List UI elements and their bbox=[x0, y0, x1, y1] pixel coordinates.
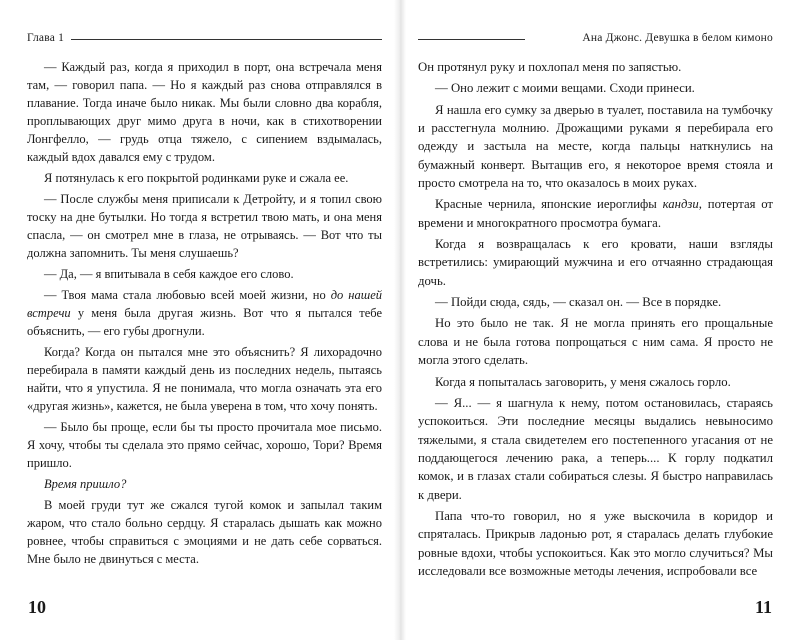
emphasis: кандзи bbox=[662, 197, 699, 212]
paragraph: — Каждый раз, когда я приходил в порт, она встречала меня там, — говорил папа. — Но я каждый раз снова отправлялся в плавание. Тогда иначе было никак. Мы были словно два корабля, проплывающих друг мимо друга в ночи, как в стихотворении Лонгфелло, — грудь отца тяжело, с сипением вздымалась, каждый вдох давался ему с трудом. bbox=[27, 60, 382, 164]
paragraph: Но это было не так. Я не могла принять его прощальные слова и не была готова попрощаться с ним сама. Я просто не могла этого сделать. bbox=[418, 316, 773, 368]
paragraph: — После службы меня приписали к Детройту, и я топил свою тоску на дне бутылки. Но тогда я встретил твою мать, и она меня спасла, — он смотрел мне в глаза, не отрываясь. — Вот что ты должна запомнить. Ты меня слушаешь? bbox=[27, 192, 382, 260]
paragraph: — Твоя мама стала любовью всей моей жизни, но до нашей встречи у меня была другая жизнь. Вот что я пытался тебе объяснить, — его губы дрогнули. bbox=[27, 288, 382, 338]
emphasis: Время пришло? bbox=[44, 477, 127, 491]
paragraph: Когда? Когда он пытался мне это объяснить? Я лихорадочно перебирала в памяти каждый день из последних недель, пытаясь найти, что я упустила. Я не понимала, что могла означать эта его «другая жизнь», кажется, не была уверена в том, что хочу понять. bbox=[27, 345, 382, 413]
paragraph: — Пойди сюда, сядь, — сказал он. — Все в порядке. bbox=[435, 295, 722, 310]
header-rule bbox=[71, 39, 382, 40]
page-number: 11 bbox=[754, 597, 772, 617]
paragraph: Папа что-то говорил, но я уже выскочила в коридор и спряталась. Прикрыв ладонью рот, я старалась делать глубокие ровные вдохи, чтобы успокоиться. Как это могло случиться? Мы исследовали все возможные методы лечения, испробовали все bbox=[418, 508, 773, 578]
running-header bbox=[418, 32, 773, 46]
page-body bbox=[418, 58, 773, 583]
chapter-header: Глава 1 bbox=[27, 32, 65, 44]
paragraph: Я нашла его сумку за дверью в туалет, поставила на тумбочку и расстегнула молнию. Дрожащими руками я перебирала его одежду и застыла на месте, когда пальцы наткнулись на бумажный конверт. Вытащив его, я некоторое время стояла и просто смотрела на то, что оказалось в моих руках. bbox=[418, 102, 773, 191]
paragraph: В моей груди тут же сжался тугой комок и запылал таким жаром, что стало больно сердцу. Я старалась дышать как можно ровнее, чтобы справиться с эмоциями и не дать себе сорваться. Мне было не двинуться с места. bbox=[27, 498, 382, 566]
left-page bbox=[27, 0, 382, 640]
book-title-header: Ана Джонс. Девушка в белом кимоно bbox=[582, 32, 773, 44]
paragraph: — Да, — я впитывала в себя каждое его слово. bbox=[44, 267, 294, 281]
paragraph: Я потянулась к его покрытой родинками руке и сжала ее. bbox=[44, 171, 349, 185]
paragraph: Когда я возвращалась к его кровати, наши взгляды встретились: умирающий мужчина и его отчаянно страдающая дочь. bbox=[418, 237, 773, 288]
header-rule bbox=[418, 39, 525, 40]
paragraph: Красные чернила, японские иероглифы кандзи, потертая от времени и многократного просмотра бумага. bbox=[418, 197, 773, 230]
page-number: 10 bbox=[28, 597, 46, 617]
paragraph: — Оно лежит с моими вещами. Сходи принеси. bbox=[435, 81, 695, 96]
paragraph: Когда я попыталась заговорить, у меня сжалось горло. bbox=[435, 374, 731, 389]
paragraph bbox=[27, 475, 382, 493]
emphasis: до нашей встречи bbox=[27, 288, 382, 320]
book-gutter bbox=[394, 0, 406, 640]
paragraph: Он протянул руку и похлопал меня по запястью. bbox=[418, 60, 682, 74]
page-body bbox=[27, 58, 382, 571]
paragraph: — Я... — я шагнула к нему, потом остановилась, стараясь успокоиться. Эти последние месяцы выдались невыносимо тяжелыми, я стала свидетелем его постепенного угасания от не поддающегося лечению рака, а теперь.... К горлу подкатил комок, и в глазах стали собираться слезы. Я быстро направилась к двери. bbox=[418, 395, 773, 502]
right-page bbox=[418, 0, 773, 640]
paragraph: — Было бы проще, если бы ты просто прочитала мое письмо. Я хочу, чтобы ты сделала это прямо сейчас, хорошо, Тори? Время пришло. bbox=[27, 420, 382, 470]
running-header bbox=[27, 32, 382, 46]
